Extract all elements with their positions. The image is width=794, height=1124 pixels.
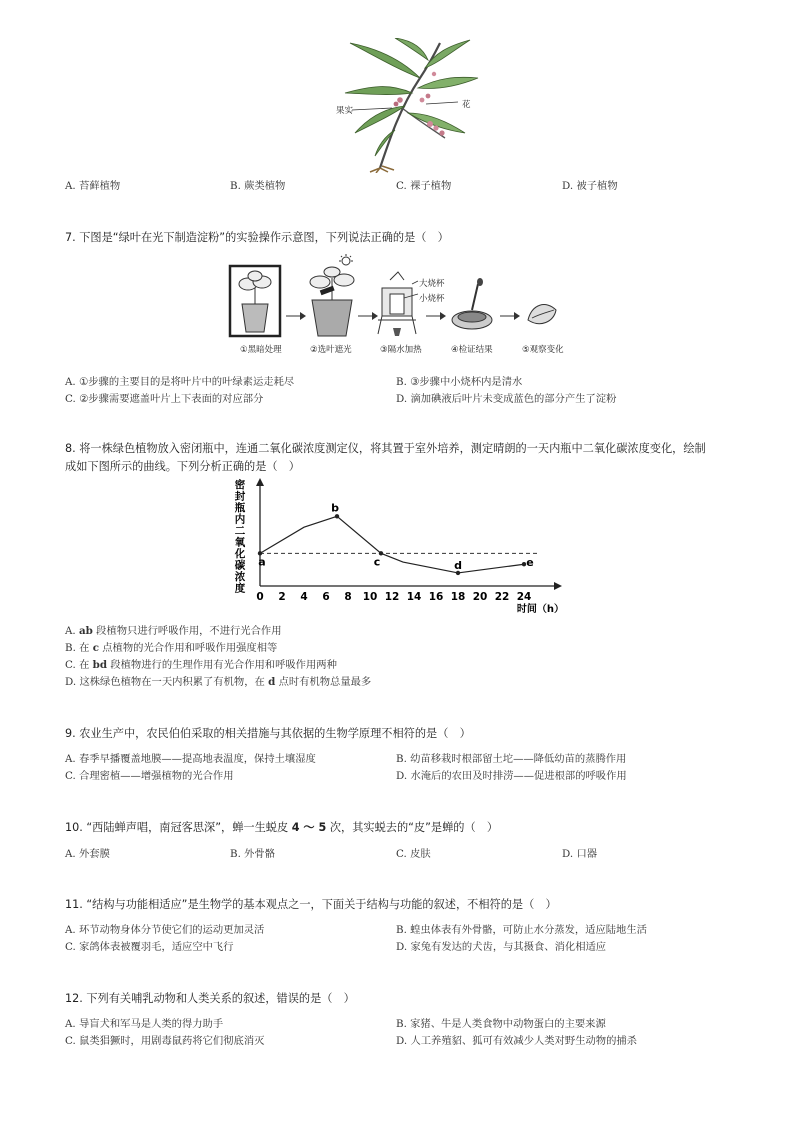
q12-option-a[interactable]: A. 导盲犬和军马是人类的得力助手 [65,1018,224,1030]
co2-concentration-chart [228,478,568,616]
q7-option-a[interactable]: A. ①步骤的主要目的是将叶片中的叶绿素运走耗尽 [65,376,295,388]
x-tick-label: 4 [300,591,308,603]
point-label-a: a [258,555,266,569]
q8-option-c[interactable]: C. 在 bd 段植物进行的生理作用有光合作用和呼吸作用两种 [65,659,337,671]
x-tick-label: 8 [344,591,352,603]
flower-label: 花 [462,100,471,110]
q6-option-d[interactable]: D. 被子植物 [562,180,618,192]
q11-option-a[interactable]: A. 环节动物身体分节使它们的运动更加灵活 [65,924,265,936]
q10-option-d[interactable]: D. 口器 [562,848,598,860]
q11-option-b[interactable]: B. 蝗虫体表有外骨骼，可防止水分蒸发，适应陆地生活 [396,924,647,936]
q11-option-c[interactable]: C. 家鸽体表被覆羽毛，适应空中飞行 [65,941,234,953]
step-3-label: ③隔水加热 [380,345,422,355]
q9-option-d[interactable]: D. 水淹后的农田及时排涝——促进根部的呼吸作用 [396,770,627,782]
point-label-e: e [526,556,534,570]
label-big-beaker: 大烧杯 [419,279,445,289]
q12-option-b[interactable]: B. 家猪、牛是人类食物中动物蛋白的主要来源 [396,1018,606,1030]
q7-option-b[interactable]: B. ③步骤中小烧杯内是清水 [396,376,523,388]
q7-option-d[interactable]: D. 滴加碘液后叶片未变成蓝色的部分产生了淀粉 [396,393,617,405]
label-small-beaker: 小烧杯 [419,294,445,304]
q9-option-a[interactable]: A. 春季早播覆盖地膜——提高地表温度，保持土壤湿度 [65,753,316,765]
x-tick-label: 12 [384,591,400,603]
x-axis-label: 时间（h） [516,604,564,615]
x-tick-label: 6 [322,591,330,603]
q7-stem: 7. 下图是“绿叶在光下制造淀粉”的实验操作示意图，下列说法正确的是（ ） [65,231,449,244]
x-tick-label: 10 [362,591,378,603]
q11-stem: 11. “结构与功能相适应”是生物学的基本观点之一，下面关于结构与功能的叙述，不相符的是（ ） [65,898,557,911]
q8-stem-line2: 成如下图所示的曲线。下列分析正确的是（ ） [65,460,300,473]
q9-option-c[interactable]: C. 合理密植——增强植物的光合作用 [65,770,234,782]
x-tick-label: 20 [472,591,488,603]
q8-option-a[interactable]: A. ab 段植物只进行呼吸作用，不进行光合作用 [65,625,282,637]
q10-stem: 10. “西陆蝉声唱，南冠客思深”，蝉一生蜕皮 4 ～ 5 次，其实蜕去的“皮”是蝉的（ ） [65,821,499,834]
experiment-steps-illustration [228,254,588,344]
q10-option-c[interactable]: C. 皮肤 [396,848,431,860]
co2-series-line [260,516,524,573]
point-b [335,514,339,518]
q9-stem: 9. 农业生产中，农民伯伯采取的相关措施与其依据的生物学原理不相符的是（ ） [65,727,471,740]
q9-option-b[interactable]: B. 幼苗移栽时根部留土坨——降低幼苗的蒸腾作用 [396,753,627,765]
q12-stem: 12. 下列有关哺乳动物和人类关系的叙述，错误的是（ ） [65,992,355,1005]
q11-option-d[interactable]: D. 家兔有发达的犬齿，与其摄食、消化相适应 [396,941,607,953]
q10-option-a[interactable]: A. 外套膜 [65,848,110,860]
x-tick-label: 0 [256,591,264,603]
step-4-label: ④检证结果 [451,345,493,355]
x-tick-label: 2 [278,591,286,603]
q6-option-a[interactable]: A. 苔藓植物 [65,180,121,192]
q6-option-b[interactable]: B. 蕨类植物 [230,180,286,192]
q8-stem-line1: 8. 将一株绿色植物放入密闭瓶中，连通二氧化碳浓度测定仪，将其置于室外培养，测定晴朗的一天内瓶中二氧化碳浓度变化，绘制 [65,442,706,455]
x-tick-label: 24 [516,591,532,603]
q12-option-c[interactable]: C. 鼠类猖獗时，用剧毒鼠药将它们彻底消灭 [65,1035,265,1047]
point-label-d: d [454,558,462,572]
q7-option-c[interactable]: C. ②步骤需要遮盖叶片上下表面的对应部分 [65,393,264,405]
point-label-c: c [373,555,381,569]
q8-option-b[interactable]: B. 在 c 点植物的光合作用和呼吸作用强度相等 [65,642,278,654]
step-5-label: ⑤观察变化 [522,345,564,355]
q6-option-c[interactable]: C. 裸子植物 [396,180,452,192]
q8-option-d[interactable]: D. 这株绿色植物在一天内积累了有机物，在 d 点时有机物总量最多 [65,676,372,688]
fruit-label: 果实 [336,106,354,116]
step-1-label: ①黑暗处理 [240,345,282,355]
q12-option-d[interactable]: D. 人工养殖貂、狐可有效减少人类对野生动物的捕杀 [396,1035,637,1047]
x-axis-arrow [554,582,562,590]
x-tick-label: 22 [494,591,510,603]
y-axis-arrow [256,478,264,486]
q10-option-b[interactable]: B. 外骨骼 [230,848,276,860]
x-tick-label: 14 [406,591,422,603]
x-tick-label: 16 [428,591,444,603]
x-tick-label: 18 [450,591,466,603]
step-2-label: ②选叶遮光 [310,345,352,355]
point-label-b: b [331,501,339,515]
y-axis-label: 密封瓶内二氧化碳浓度 [234,479,246,595]
